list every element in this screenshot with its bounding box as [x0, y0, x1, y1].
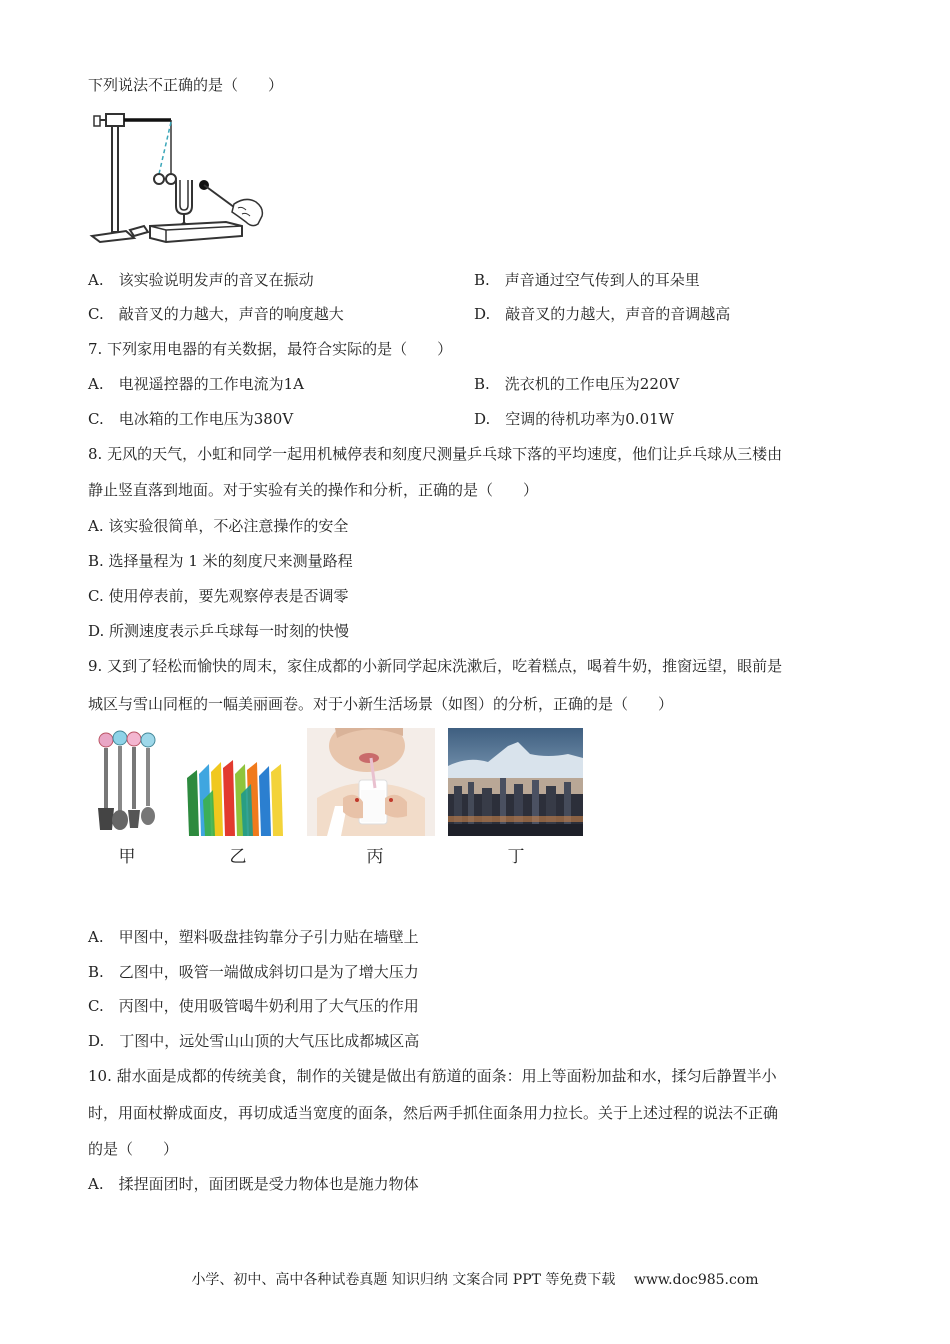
- q6-stem: 下列说法不正确的是（ ）: [88, 76, 284, 94]
- q8-option-d: D. 所测速度表示乒乓球每一时刻的快慢: [88, 622, 350, 640]
- q6-option-a: A. 该实验说明发声的音叉在振动: [88, 271, 314, 289]
- suction-hooks-utensils-image: [92, 728, 162, 836]
- q7-option-c: C. 电冰箱的工作电压为380V: [88, 410, 294, 428]
- figure-caption-bing: 丙: [366, 847, 384, 867]
- q6-option-d: D. 敲音叉的力越大，声音的音调越高: [474, 305, 731, 323]
- q10-option-a: A. 揉捏面团时，面团既是受力物体也是施力物体: [88, 1175, 419, 1193]
- tuning-fork-apparatus-figure: [86, 108, 271, 253]
- q7-option-d: D. 空调的待机功率为0.01W: [474, 410, 675, 428]
- q10-stem-line2: 时，用面杖擀成面皮，再切成适当宽度的面条，然后两手抓住面条用力拉长。关于上述过程的说法不正确: [88, 1104, 779, 1122]
- q8-option-a: A. 该实验很简单，不必注意操作的安全: [88, 517, 349, 535]
- q9-option-b: B. 乙图中，吸管一端做成斜切口是为了增大压力: [88, 963, 419, 981]
- q6-option-b: B. 声音通过空气传到人的耳朵里: [474, 271, 700, 289]
- q8-stem-line1: 8. 无风的天气，小虹和同学一起用机械停表和刻度尺测量乒乓球下落的平均速度，他们让乒乓球从三楼由: [88, 445, 783, 463]
- q7-stem: 7. 下列家用电器的有关数据，最符合实际的是（ ）: [88, 340, 453, 358]
- figure-caption-jia: 甲: [118, 847, 136, 867]
- q9-stem-line1: 9. 又到了轻松而愉快的周末，家住成都的小新同学起床洗漱后，吃着糕点，喝着牛奶，推窗远望，眼前是: [88, 657, 783, 675]
- q10-stem-line3: 的是（ ）: [88, 1140, 179, 1158]
- q8-option-b: B. 选择量程为 1 米的刻度尺来测量路程: [88, 552, 353, 570]
- q7-option-b: B. 洗衣机的工作电压为220V: [474, 375, 680, 393]
- q9-option-a: A. 甲图中，塑料吸盘挂钩靠分子引力贴在墙壁上: [88, 928, 419, 946]
- q6-option-c: C. 敲音叉的力越大，声音的响度越大: [88, 305, 344, 323]
- q8-stem-line2: 静止竖直落到地面。对于实验有关的操作和分析，正确的是（ ）: [88, 481, 539, 499]
- q9-stem-line2: 城区与雪山同框的一幅美丽画卷。对于小新生活场景（如图）的分析，正确的是（ ）: [88, 695, 674, 713]
- q7-option-a: A. 电视遥控器的工作电流为1A: [88, 375, 304, 393]
- drinking-milk-image: [307, 728, 435, 836]
- page-footer: 小学、初中、高中各种试卷真题 知识归纳 文案合同 PPT 等免费下载 www.doc985.com: [191, 1272, 759, 1288]
- drinking-straws-image: [183, 760, 293, 838]
- figure-caption-yi: 乙: [229, 847, 247, 867]
- figure-caption-ding: 丁: [507, 847, 525, 867]
- city-snow-mountain-image: [448, 728, 583, 836]
- q8-option-c: C. 使用停表前，要先观察停表是否调零: [88, 587, 349, 605]
- q9-option-c: C. 丙图中，使用吸管喝牛奶利用了大气压的作用: [88, 997, 419, 1015]
- q10-stem-line1: 10. 甜水面是成都的传统美食，制作的关键是做出有筋道的面条：用上等面粉加盐和水，揉匀后静置半小: [88, 1067, 777, 1085]
- q9-option-d: D. 丁图中，远处雪山山顶的大气压比成都城区高: [88, 1032, 420, 1050]
